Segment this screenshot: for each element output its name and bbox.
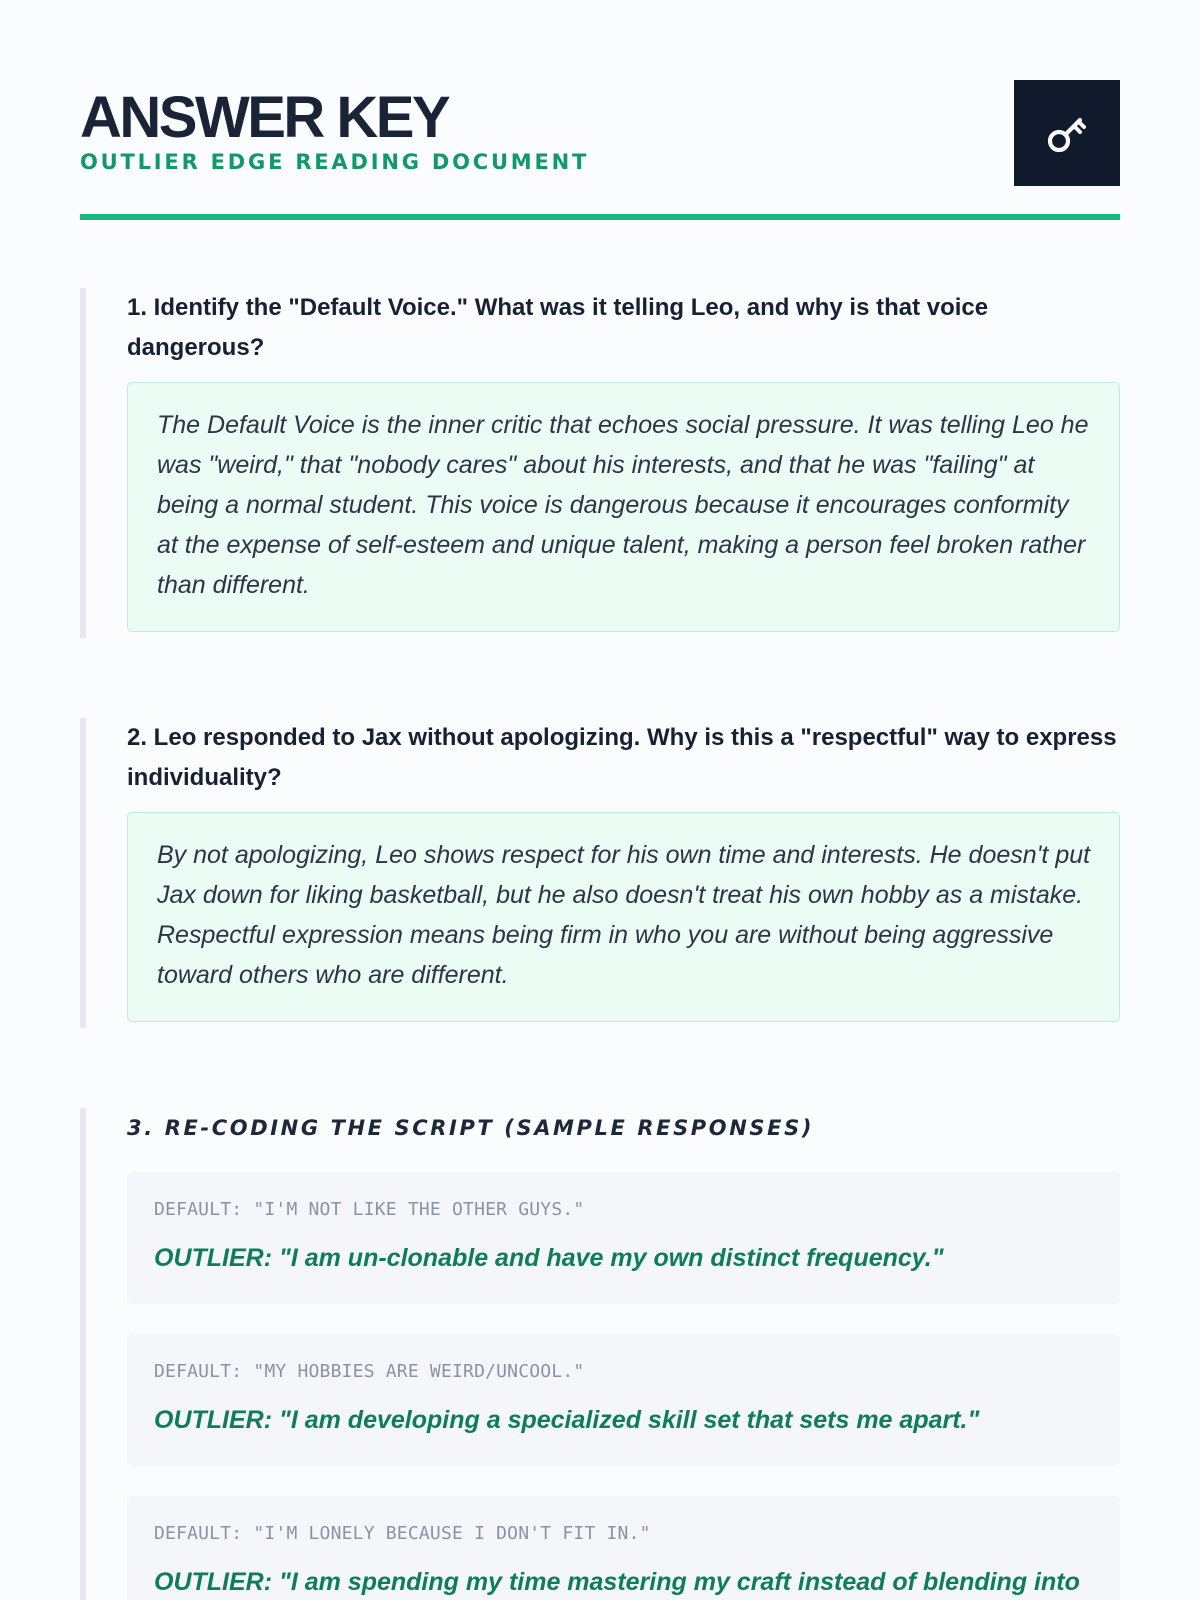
key-badge — [1014, 80, 1120, 186]
default-statement: DEFAULT: "I'M LONELY BECAUSE I DON'T FIT IN." — [154, 1523, 651, 1544]
page-header — [80, 80, 1120, 220]
outlier-statement: OUTLIER: "I am spending my time mastering my craft instead of blending into — [154, 1568, 1080, 1596]
recode-card — [127, 1496, 1120, 1600]
answer-key-page — [80, 0, 1120, 1600]
key-icon — [1040, 106, 1094, 160]
question-section-2 — [80, 718, 1120, 1028]
default-statement: DEFAULT: "I'M NOT LIKE THE OTHER GUYS." — [154, 1199, 585, 1220]
recoding-section — [80, 1108, 1120, 1600]
question-text: 2. Leo responded to Jax without apologizing. Why is this a "respectful" way to express individuality? — [127, 724, 1117, 791]
section-heading: 3. RE-CODING THE SCRIPT (SAMPLE RESPONSES) — [127, 1116, 815, 1140]
recode-card — [127, 1334, 1120, 1466]
question-text: 1. Identify the "Default Voice." What was it telling Leo, and why is that voice dangerous? — [127, 294, 989, 361]
page-subtitle: OUTLIER EDGE READING DOCUMENT — [80, 150, 590, 174]
outlier-statement: OUTLIER: "I am developing a specialized skill set that sets me apart." — [154, 1406, 980, 1434]
header-divider — [80, 214, 1120, 220]
page-title: ANSWER KEY — [80, 85, 449, 150]
question-section-1 — [80, 288, 1120, 638]
recode-card — [127, 1172, 1120, 1304]
outlier-statement: OUTLIER: "I am un-clonable and have my own distinct frequency." — [154, 1244, 944, 1272]
answer-box: The Default Voice is the inner critic that echoes social pressure. It was telling Leo he was "weird," that "nobody cares" about his interests, and that he was "failing" at being a normal student. This voice is dangerous because it encourages conformity at the expense of self-esteem and unique talent, making a person feel broken rather than different. — [127, 382, 1120, 632]
default-statement: DEFAULT: "MY HOBBIES ARE WEIRD/UNCOOL." — [154, 1361, 585, 1382]
answer-box: By not apologizing, Leo shows respect for his own time and interests. He doesn't put Jax down for liking basketball, but he also doesn't treat his own hobby as a mistake. Respectful expression means being firm in who you are without being aggressive toward others who are different. — [127, 812, 1120, 1022]
